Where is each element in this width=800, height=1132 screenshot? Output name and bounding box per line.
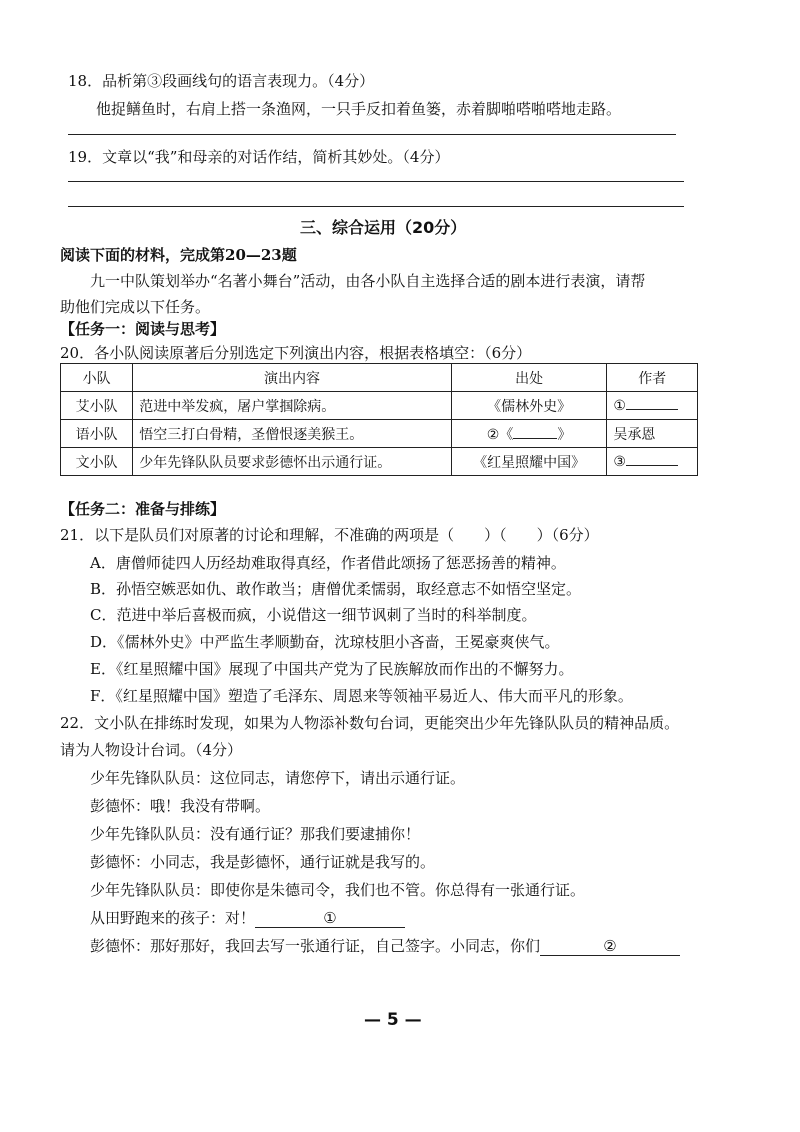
blank-cell[interactable] <box>451 420 607 448</box>
dialogue-line: 彭德怀：小同志，我是彭德怀，通行证就是我写的。 <box>90 853 436 871</box>
option-f: F．《红星照耀中国》塑造了毛泽东、周恩来等领袖平易近人、伟大而平凡的形象。 <box>90 687 633 705</box>
dialogue-line: 少年先锋队队员：这位同志，请您停下，请出示通行证。 <box>90 769 466 787</box>
material-line-2: 助他们完成以下任务。 <box>60 298 211 316</box>
section-title: 三、综合运用（20分） <box>300 218 467 237</box>
col-team: 小队 <box>61 364 133 392</box>
table-cell: 《儒林外史》 <box>451 392 607 420</box>
dialogue-text: 彭德怀：那好那好，我回去写一张通行证，自己签字。小同志，你们 <box>90 937 541 955</box>
answer-line <box>68 181 684 182</box>
fill-blank[interactable] <box>540 937 680 956</box>
blank-number: ③ <box>613 453 626 470</box>
q18-quote: 他捉鳝鱼时，右肩上搭一条渔网，一只手反扣着鱼篓，赤着脚啪嗒啪嗒地走路。 <box>96 100 622 118</box>
q19-stem: 19．文章以“我”和母亲的对话作结，简析其妙处。（4分） <box>68 148 450 166</box>
q22-stem-line-1: 22．文小队在排练时发现，如果为人物添补数句台词，更能突出少年先锋队队员的精神品质。 <box>60 714 680 732</box>
table-row <box>61 420 698 448</box>
blank-cell[interactable] <box>607 392 698 420</box>
dialogue-line: 彭德怀：哦！我没有带啊。 <box>90 797 271 815</box>
table-cell: 文小队 <box>61 448 133 476</box>
blank-number: ② <box>603 937 617 955</box>
table-cell: 范进中举发疯，屠户掌掴除病。 <box>133 392 452 420</box>
option-c: C．范进中举后喜极而疯，小说借这一细节讽刺了当时的科举制度。 <box>90 606 537 624</box>
col-content: 演出内容 <box>133 364 452 392</box>
blank-number: ① <box>613 397 626 414</box>
book-mark-close: 》 <box>557 426 572 443</box>
fill-blank[interactable] <box>626 409 678 410</box>
fill-blank[interactable] <box>513 438 557 439</box>
option-d: D．《儒林外史》中严监生孝顺勤奋，沈琼枝胆小吝啬，王冕豪爽侠气。 <box>90 633 560 651</box>
table-cell: 语小队 <box>61 420 133 448</box>
col-source: 出处 <box>451 364 607 392</box>
table-cell: 悟空三打白骨精，圣僧恨逐美猴王。 <box>133 420 452 448</box>
fill-blank[interactable] <box>255 909 405 928</box>
answer-line <box>68 206 684 207</box>
table-cell: 《红星照耀中国》 <box>451 448 607 476</box>
table-row <box>61 448 698 476</box>
table-header-row <box>61 364 698 392</box>
blank-cell[interactable] <box>607 448 698 476</box>
performance-table <box>60 363 698 476</box>
table-cell: 艾小队 <box>61 392 133 420</box>
blank-number: ②《 <box>486 426 514 443</box>
dialogue-line-child <box>90 907 405 928</box>
table-row <box>61 392 698 420</box>
task2-title: 【任务二：准备与排练】 <box>60 500 226 518</box>
page-number: — 5 — <box>364 1010 422 1030</box>
q18-stem: 18．品析第③段画线句的语言表现力。（4分） <box>68 72 375 90</box>
material-line-1: 九一中队策划举办“名著小舞台”活动，由各小队自主选择合适的剧本进行表演，请帮 <box>90 272 646 290</box>
option-b: B．孙悟空嫉恶如仇、敢作敢当；唐僧优柔懦弱，取经意志不如悟空坚定。 <box>90 580 582 598</box>
dialogue-line: 少年先锋队队员：即使你是朱德司令，我们也不管。你总得有一张通行证。 <box>90 881 586 899</box>
option-a: A．唐僧师徒四人历经劫难取得真经，作者借此颂扬了惩恶扬善的精神。 <box>90 554 566 572</box>
task1-title: 【任务一：阅读与思考】 <box>60 320 226 338</box>
blank-number: ① <box>323 909 337 927</box>
dialogue-line-peng <box>90 935 680 956</box>
section-intro: 阅读下面的材料，完成第20—23题 <box>60 246 297 264</box>
col-author: 作者 <box>607 364 698 392</box>
q22-stem-line-2: 请为人物设计台词。（4分） <box>60 741 243 759</box>
option-e: E．《红星照耀中国》展现了中国共产党为了民族解放而作出的不懈努力。 <box>90 660 574 678</box>
fill-blank[interactable] <box>626 465 678 466</box>
dialogue-line: 少年先锋队队员：没有通行证？那我们要逮捕你！ <box>90 825 421 843</box>
answer-line <box>68 134 676 135</box>
q21-stem: 21．以下是队员们对原著的讨论和理解，不准确的两项是（ ）（ ）（6分） <box>60 526 599 544</box>
dialogue-text: 从田野跑来的孩子：对！ <box>90 909 256 927</box>
table-cell: 少年先锋队队员要求彭德怀出示通行证。 <box>133 448 452 476</box>
table-cell: 吴承恩 <box>607 420 698 448</box>
q20-stem: 20．各小队阅读原著后分别选定下列演出内容，根据表格填空：（6分） <box>60 344 532 362</box>
